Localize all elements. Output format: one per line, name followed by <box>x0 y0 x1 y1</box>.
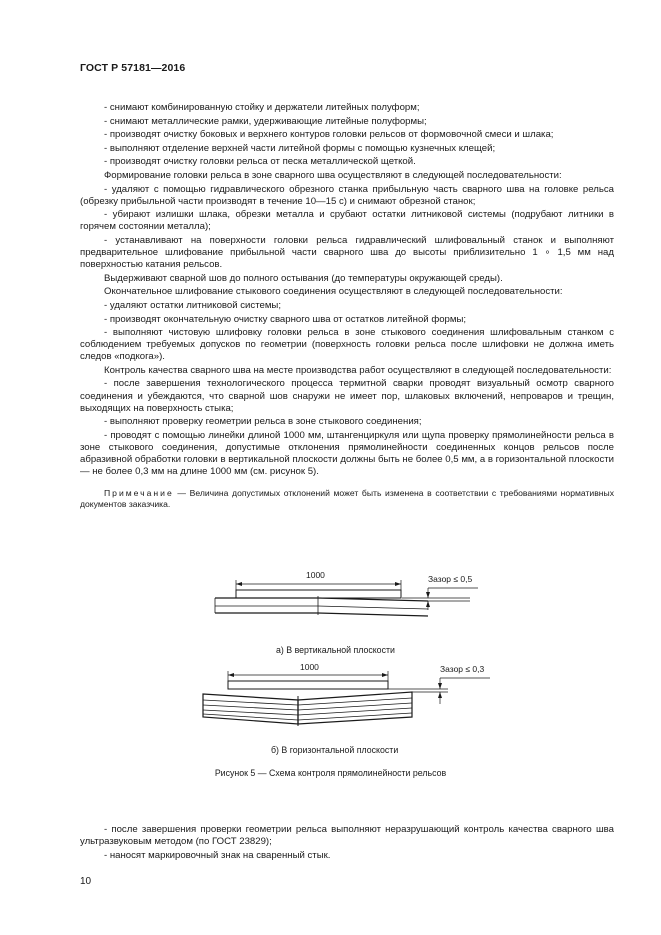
figure-a <box>0 570 661 640</box>
paragraph: - удаляют с помощью гидравлического обрезного станка прибыльную часть сварного шва на головке рельса (обрезку прибыльной части производят в течение 10—15 с) и снимают обрезной станок; <box>80 183 614 207</box>
paragraph: - после завершения технологического процесса термитной сварки проводят визуальный осмотр сварного соединения и убеждаются, что сварной шов снаружи не имеет пор, шлаковых включений, непроваров и трещин, выходящих на поверхность стыка; <box>80 378 614 414</box>
main-text <box>80 102 614 512</box>
paragraph: - снимают металлические рамки, удерживающие литейные полуформы; <box>104 115 427 127</box>
ruler <box>228 681 388 689</box>
paragraph: - устанавливают на поверхности головки рельса гидравлический шлифовальный станок и выполняют предварительное шлифование прибыльной части сварного шва до высоты приблизительно 1 ∘ 1,5 мм над поверхностью катания рельсов. <box>80 234 614 271</box>
paragraph: - проводят с помощью линейки длиной 1000 мм, штангенциркуля или щупа проверку прямолинейности рельса в зоне стыкового соединения, допустимые отклонения прямолинейности соединенных концов рельсов после абразивной обработки головки в вертикальной плоскости должны быть не более 0,5 мм, а в горизонтальной плоскости — не более 0,3 мм на длине 1000 мм (см. рисунок 5). <box>80 429 614 478</box>
page-number: 10 <box>80 876 92 887</box>
paragraph: - выполняют отделение верхней части литейной формы с помощью кузнечных клещей; <box>104 142 496 154</box>
paragraph: Выдерживают сварной шов до полного остывания (до температуры окружающей среды). <box>104 272 503 284</box>
paragraph: - после завершения проверки геометрии рельса выполняют неразрушающий контроль качества сварного шва ультразвуковым методом (по ГОСТ 23829); <box>80 824 614 848</box>
paragraph: - удаляют остатки литниковой системы; <box>104 299 281 311</box>
paragraph: - наносят маркировочный знак на сваренный стык. <box>104 849 331 861</box>
note-text: — Величина допустимых отклонений может быть изменена в соответствии с требованиями нормативных документов заказчика. <box>80 488 614 510</box>
paragraph: - производят очистку головки рельса от песка металлической щеткой. <box>104 156 416 168</box>
figure-a-drawing <box>0 570 661 640</box>
paragraph: - выполняют проверку геометрии рельса в зоне стыкового соединения; <box>104 416 422 428</box>
paragraph: - выполняют чистовую шлифовку головки рельса в зоне стыкового соединения шлифовальным станком с соблюдением требуемых допусков по геометрии (поверхность головки рельса после шлифовки не должна иметь следов «подкога»). <box>80 327 614 363</box>
figure-a-caption: а) В вертикальной плоскости <box>276 645 395 655</box>
figure-b-caption: б) В горизонтальной плоскости <box>271 745 399 755</box>
paragraph: - производят очистку боковых и верхнего контуров головки рельсов от формовочной смеси и шлака; <box>104 129 554 141</box>
paragraph: - снимают комбинированную стойку и держатели литейных полуформ; <box>104 102 420 113</box>
paragraph: Формирование головки рельса в зоне сварного шва осуществляют в следующей последовательности: <box>104 169 562 181</box>
figure-title: Рисунок 5 — Схема контроля прямолинейности рельсов <box>214 768 447 778</box>
figure-b-gap: Зазор ≤ 0,3 <box>440 664 485 674</box>
document-header: ГОСТ Р 57181—2016 <box>80 62 186 74</box>
ruler <box>236 590 401 598</box>
paragraph: - убирают излишки шлака, обрезки металла и срубают остатки литниковой системы (подрубают литники в горячем состоянии металла); <box>80 209 614 233</box>
after-figure-text <box>80 824 614 863</box>
figure-b-drawing <box>0 662 661 738</box>
paragraph: - производят окончательную очистку сварного шва от остатков литейной формы; <box>104 313 467 325</box>
note-label: Примечание <box>104 488 174 499</box>
figure-b <box>0 662 661 738</box>
paragraph: Окончательное шлифование стыкового соединения осуществляют в следующей последовательности: <box>104 286 563 298</box>
figure-b-length: 1000 <box>300 662 319 672</box>
paragraph: Контроль качества сварного шва на месте производства работ осуществляют в следующей последовательности: <box>104 364 612 376</box>
figure-a-length: 1000 <box>306 570 325 580</box>
figure-a-gap: Зазор ≤ 0,5 <box>428 574 473 584</box>
note <box>80 488 614 510</box>
